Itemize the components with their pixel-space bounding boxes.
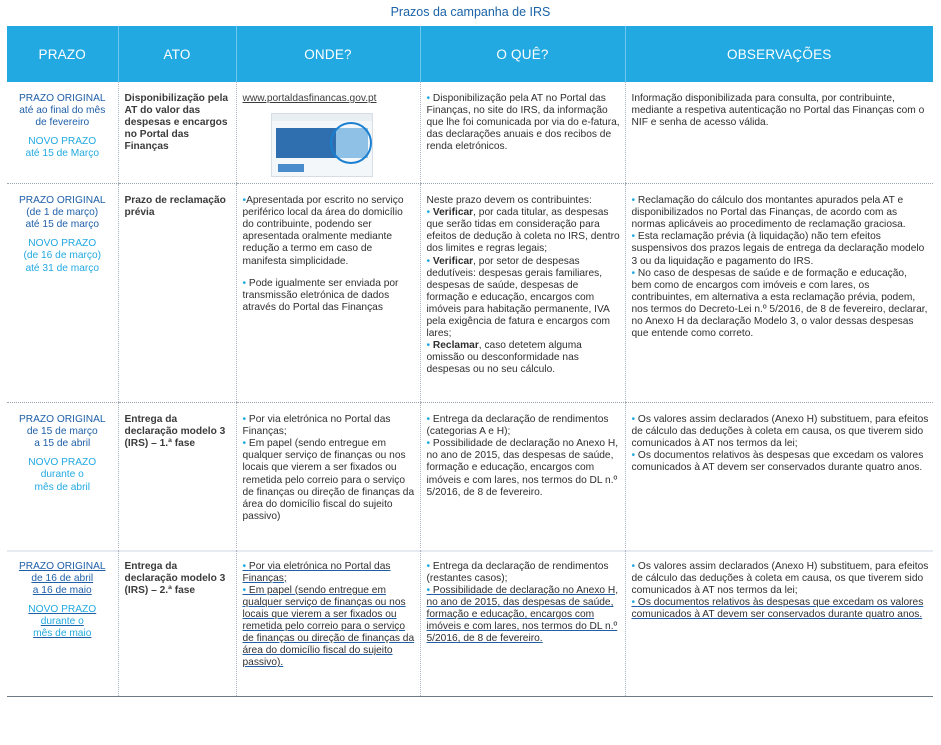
cell-observacoes: Informação disponibilizada para consulta, por contribuinte, mediante a respetiva autenticação no Portal das Finanças com o NIF e senha de acesso válida. [625, 82, 933, 184]
bullet-icon: • [242, 414, 249, 426]
cell-ato: Entrega da declaração modelo 3 (IRS) – 2.ª fase [118, 549, 236, 697]
irs-deadlines-table [7, 26, 933, 697]
portal-screenshot-image [271, 113, 373, 177]
cell-prazo [7, 184, 118, 403]
portal-link[interactable]: www.portaldasfinancas.gov.pt [242, 93, 377, 104]
bullet-icon: • [426, 93, 433, 104]
obs-item: • Os valores assim declarados (Anexo H) substituem, para efeitos de cálculo das deduções à coleta em causa, os que tiverem sido comunicados à AT nos termos da lei; [631, 414, 929, 450]
o-que-item: • Verificar, por setor de despesas dedutíveis: despesas gerais familiares, despesas de saúde, despesas de formação e educação, encargos com imóveis para habitação permanente, IVA pela exigência de fatura e encargos com lares; [426, 255, 610, 340]
onde-item: • Em papel (sendo entregue em qualquer serviço de finanças ou nos locais que vierem a ser fixados ou remetida pelo correio para o serviço de finanças ou direção de finanças da área do domicílio fiscal do sujeito passivo). [242, 584, 415, 669]
bullet-icon: • [631, 596, 638, 608]
prazo-novo [9, 136, 116, 160]
cell-ato: Prazo de reclamação prévia [118, 184, 236, 403]
cell-onde [236, 403, 420, 549]
prazo-novo-line: durante o [40, 615, 84, 627]
onde-item: • Por via eletrónica no Portal das Finanças; [242, 560, 391, 584]
onde-item: •Apresentada por escrito no serviço periférico local da área do domicílio do contribuinte, podendo ser apresentada oralmente mediante redução a termo em caso de manifesta simplicidade. [242, 195, 404, 267]
page-title: Prazos da campanha de IRS [390, 5, 551, 19]
cell-observacoes [625, 184, 933, 403]
prazo-novo-label: NOVO PRAZO [28, 457, 97, 469]
prazo-novo [9, 457, 116, 493]
prazo-original-line: a 16 de maio [32, 584, 92, 596]
table-row [7, 549, 933, 697]
header-ato: ATO [118, 26, 236, 82]
prazo-original-label: PRAZO ORIGINAL [18, 414, 106, 426]
bullet-icon: • [426, 340, 433, 352]
cell-onde [236, 184, 420, 403]
obs-item: • No caso de despesas de saúde e de formação e educação, bem como de encargos com imóveis e com lares, os contribuintes, em alternativa a esta reclamação prévia, podem, nos termos do Decreto-Lei n.º 5/2016, de 8 de fevereiro, declarar, no Anexo H da declaração Modelo 3, o valor dessas despesas que entende como correto. [631, 267, 928, 340]
prazo-novo-line: mês de maio [33, 628, 92, 640]
bullet-icon: • [426, 584, 433, 596]
o-que-item: • Entrega da declaração de rendimentos (restantes casos); [426, 560, 609, 584]
prazo-novo-line: até 15 de Março [25, 148, 100, 160]
onde-item: • Por via eletrónica no Portal das Finanças; [242, 414, 391, 438]
header-prazo: PRAZO [7, 26, 118, 82]
prazo-novo-line: durante o [40, 469, 84, 481]
table-row [7, 82, 933, 184]
prazo-original-label: PRAZO ORIGINAL [18, 560, 106, 572]
bullet-icon: • [242, 584, 249, 596]
bullet-icon: • [242, 195, 247, 207]
bullet-icon: • [242, 438, 249, 450]
o-que-item: • Possibilidade de declaração no Anexo H, no ano de 2015, das despesas de saúde, formação e educação, encargos com imóveis e com lares, nos termos do DL n.º 5/2016, de 8 de fevereiro. [426, 584, 619, 645]
header-observacoes: OBSERVAÇÕES [625, 26, 933, 82]
bullet-icon: • [631, 195, 638, 207]
prazo-original-line: (de 1 de março) [26, 207, 99, 219]
bullet-icon: • [426, 414, 433, 426]
prazo-original [9, 414, 116, 450]
cell-prazo [7, 82, 118, 184]
table-header-row [7, 26, 933, 82]
cell-onde [236, 549, 420, 697]
bullet-icon: • [242, 277, 249, 289]
obs-item: • Esta reclamação prévia (à liquidação) não tem efeitos suspensivos dos prazos legais de entrega da declaração modelo 3 ou da liquidação e pagamento do IRS. [631, 231, 925, 267]
header-o-que: O QUÊ? [420, 26, 625, 82]
o-que-item: • Verificar, por cada titular, as despesas que serão tidas em consideração para efeitos de dedução à coleta no IRS, dentro dos limites e regras legais; [426, 207, 620, 255]
o-que-item: • Reclamar, caso detetem alguma omissão ou desconformidade nas despesas ou no seu cálculo. [426, 340, 582, 376]
bullet-icon: • [426, 438, 433, 450]
header-onde: ONDE? [236, 26, 420, 82]
table-row [7, 184, 933, 403]
cell-ato: Entrega da declaração modelo 3 (IRS) – 1.ª fase [118, 403, 236, 549]
onde-item: • Pode igualmente ser enviada por transmissão eletrónica de dados através do Portal das Finanças [242, 277, 399, 313]
cell-prazo [7, 403, 118, 549]
prazo-novo-line: mês de abril [34, 481, 90, 493]
prazo-novo-line: até 31 de março [25, 262, 100, 274]
cell-prazo [7, 549, 118, 697]
prazo-novo-label: NOVO PRAZO [28, 603, 97, 615]
table-row [7, 403, 933, 549]
bullet-icon: • [631, 560, 638, 572]
cell-observacoes [625, 549, 933, 697]
prazo-original-line: até ao final do mês [19, 105, 106, 117]
prazo-original-line: até 15 de março [25, 219, 100, 231]
obs-item: • Os documentos relativos às despesas que excedam os valores comunicados à AT devem ser conservados durante quatro anos. [631, 450, 924, 474]
prazo-novo-label: NOVO PRAZO [28, 136, 97, 148]
prazo-original-line: de 16 de abril [31, 572, 94, 584]
o-que-intro: Neste prazo devem os contribuintes: [426, 195, 592, 207]
o-que-text: Disponibilização pela AT no Portal das Finanças, no site do IRS, da informação que lhe foi comunicada por via do e-fatura, das declarações anuais e dos recibos de renda eletrónicos. [426, 93, 620, 153]
prazo-original-line: de 15 de março [26, 426, 98, 438]
cell-o-que [420, 403, 625, 549]
obs-item: • Os documentos relativos às despesas que excedam os valores comunicados à AT devem ser conservados durante quatro anos. [631, 596, 924, 620]
bullet-icon: • [631, 414, 638, 426]
prazo-novo-line: (de 16 de março) [23, 250, 102, 262]
cell-ato: Disponibilização pela AT do valor das despesas e encargos no Portal das Finanças [118, 82, 236, 184]
bullet-icon: • [631, 231, 638, 243]
cell-observacoes [625, 403, 933, 549]
bullet-icon: • [242, 560, 249, 572]
prazo-original [9, 195, 116, 231]
bullet-icon: • [426, 255, 433, 267]
prazo-original-label: PRAZO ORIGINAL [18, 195, 106, 207]
cell-o-que [420, 549, 625, 697]
cell-o-que [420, 82, 625, 184]
prazo-novo [9, 604, 116, 640]
prazo-original [9, 561, 116, 597]
prazo-original [9, 93, 116, 129]
bullet-icon: • [631, 450, 638, 462]
prazo-original-line: a 15 de abril [34, 438, 91, 450]
cell-o-que [420, 184, 625, 403]
cell-onde [236, 82, 420, 184]
o-que-item: • Entrega da declaração de rendimentos (categorias A e H); [426, 414, 609, 438]
obs-item: • Os valores assim declarados (Anexo H) substituem, para efeitos de cálculo das deduções à coleta em causa, os que tiverem sido comunicados à AT nos termos da lei; [631, 560, 929, 596]
o-que-item: • Possibilidade de declaração no Anexo H, no ano de 2015, das despesas de saúde, formação e educação, encargos com imóveis e com lares, nos termos do DL n.º 5/2016, de 8 de fevereiro. [426, 438, 619, 498]
prazo-novo [9, 238, 116, 274]
bullet-icon: • [631, 267, 638, 279]
prazo-novo-label: NOVO PRAZO [28, 238, 97, 250]
obs-item: • Reclamação do cálculo dos montantes apurados pela AT e disponibilizados no Portal das Finanças, de acordo com as normas aplicáveis ao procedimento de reclamação graciosa. [631, 195, 906, 231]
bullet-icon: • [426, 560, 433, 572]
onde-item: • Em papel (sendo entregue em qualquer serviço de finanças ou nos locais que vierem a ser fixados ou remetida pelo correio para o serviço de finanças ou direção de finanças da área do domicílio fiscal do sujeito passivo) [242, 438, 415, 522]
prazo-original-line: de fevereiro [35, 117, 90, 129]
prazo-original-label: PRAZO ORIGINAL [18, 93, 106, 104]
bullet-icon: • [426, 207, 433, 219]
